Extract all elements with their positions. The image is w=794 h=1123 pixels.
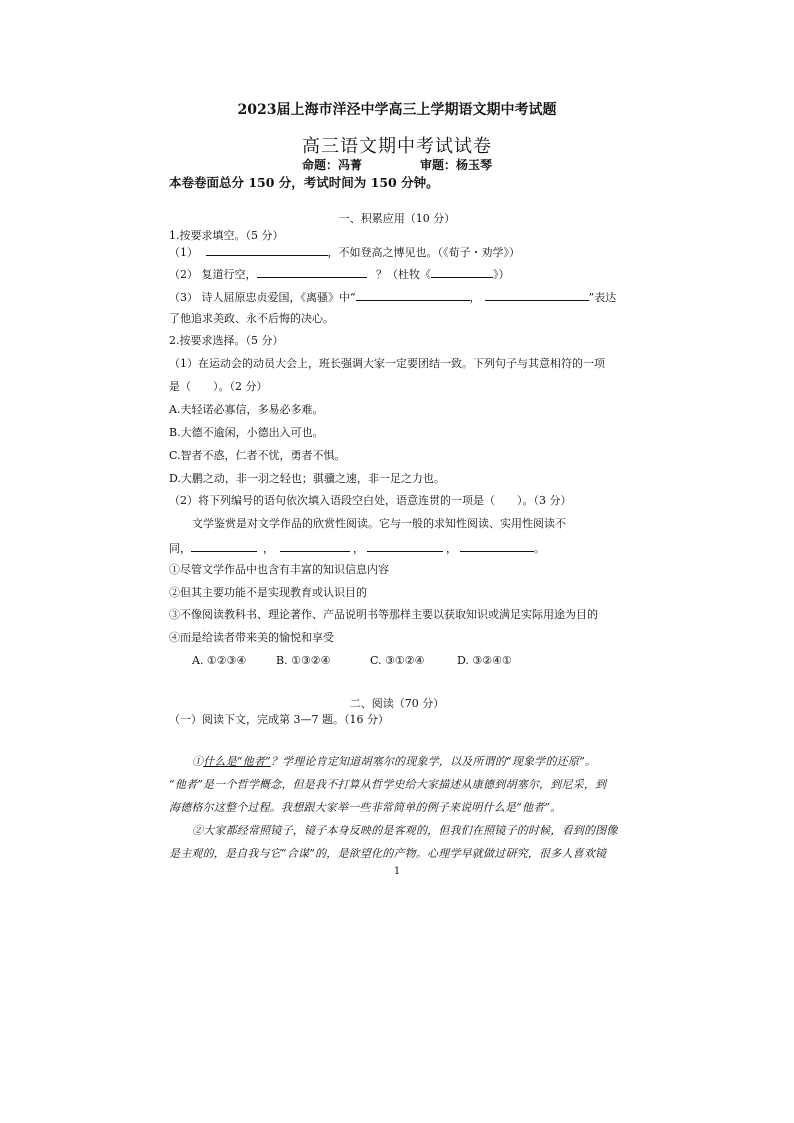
section2-part1: （一）阅读下文，完成第 3—7 题。（16 分）: [169, 713, 389, 726]
q1-item3: [169, 289, 616, 305]
passage-blank-1[interactable]: [191, 540, 257, 552]
total-score-note: 本卷卷面总分 150 分，考试时间为 150 分钟。: [169, 175, 439, 190]
section1-heading: 一、积累应用（10 分）: [338, 212, 456, 225]
passage-end: 。: [534, 542, 545, 555]
q2-option-c: C.智者不惑，仁者不忧，勇者不惧。: [169, 449, 346, 462]
para1-line2: “他者”是一个哲学概念，但是我不打算从哲学史给大家描述从康德到胡塞尔，到尼采，到: [169, 778, 607, 791]
q2-option-d: D.大鹏之动，非一羽之轻也；骐骥之速，非一足之力也。: [169, 472, 445, 485]
q1-item2-end: 》）: [493, 268, 510, 281]
q2-sub2: （2）将下列编号的语句依次填入语段空白处，语意连贯的一项是（ ）。（3 分）: [169, 494, 572, 507]
q1-item2-text: 复道行空，: [201, 268, 257, 281]
q1-item3-blank-2[interactable]: [485, 289, 589, 301]
q1-item1-text: ，不如登高之博见也。（《荀子・劝学》）: [327, 246, 520, 259]
q1-item1-blank[interactable]: [206, 244, 328, 256]
para1-line3: 海德格尔这整个过程。我想跟大家举一些非常简单的例子来说明什么是“他者”。: [169, 801, 562, 814]
q1-stem: 1.按要求填空。（5 分）: [169, 229, 284, 242]
q1-item2-title-blank[interactable]: [431, 266, 493, 278]
q1-item3-sep: ，: [469, 291, 481, 304]
sentence-4: ④而是给读者带来美的愉悦和享受: [169, 631, 334, 644]
q2-choice-d: D. ③②④①: [457, 654, 512, 667]
sentence-1: ①尽管文学作品中也含有丰富的知识信息内容: [169, 563, 389, 576]
para2-line1: ②大家都经常照镜子，镜子本身反映的是客观的，但我们在照镜子的时候，看到的图像: [192, 824, 618, 837]
q1-item2-mid: ？（杜牧《: [376, 268, 431, 281]
q2-sub1-line2: 是（ ）。（2 分）: [169, 380, 268, 393]
q1-item2: [169, 266, 510, 282]
q1-item3-cont: 了他追求美政、永不后悔的决心。: [169, 312, 334, 325]
reviewer-label: 审题：杨玉琴: [420, 158, 493, 172]
page-number: 1: [393, 866, 401, 877]
paper-title: 高三语文期中考试试卷: [302, 136, 492, 157]
q1-item2-blank[interactable]: [257, 266, 367, 278]
q1-item3-end: ”表达: [588, 291, 617, 304]
passage-blank-4[interactable]: [460, 540, 534, 552]
q1-item3-blank-1[interactable]: [356, 289, 470, 301]
passage-comma-3: ，: [446, 542, 457, 555]
para1-underlined: 什么是“他者”: [203, 755, 271, 768]
q1-item1: [169, 244, 520, 260]
q2-stem: 2.按要求选择。（5 分）: [169, 334, 284, 347]
passage-blank-2[interactable]: [280, 540, 350, 552]
q2-option-b: B.大德不逾闲，小德出入可也。: [169, 426, 324, 439]
passage-comma-2: ，: [353, 542, 364, 555]
exam-title: 2023届上海市洋泾中学高三上学期语文期中考试题: [237, 102, 557, 118]
passage-start: 同，: [169, 542, 191, 555]
q2-sub1-line1: （1）在运动会的动员大会上，班长强调大家一定要团结一致。下列句子与其意相符的一项: [169, 357, 605, 370]
q1-item3-text: （3） 诗人屈原忠贞爱国，《离骚》中“: [169, 291, 356, 304]
para2-line2: 是主观的，是自我与它“合谋”的，是欲望化的产物。心理学早就做过研究，很多人喜欢镜: [169, 847, 607, 860]
passage-comma-1: ，: [263, 542, 274, 555]
passage-line2: [169, 540, 545, 556]
sentence-3: ③不像阅读教科书、理论著作、产品说明书等那样主要以获取知识或满足实际用途为目的: [169, 608, 598, 621]
q2-choice-a: A. ①②③④: [192, 654, 247, 667]
q1-item2-label: （2）: [169, 268, 198, 281]
setter-label: 命题：冯菁: [302, 158, 363, 172]
para1-line1-rest: ？学理论肯定知道胡塞尔的现象学，以及所谓的“现象学的还原”。: [270, 755, 597, 768]
para1-line1: [192, 755, 596, 769]
q1-item1-label: （1）: [169, 246, 198, 259]
q2-choice-b: B. ①③②④: [276, 654, 331, 667]
passage-blank-3[interactable]: [367, 540, 443, 552]
section2-heading: 二、阅读（70 分）: [349, 697, 445, 710]
q2-option-a: A.夫轻诺必寡信，多易必多难。: [169, 403, 324, 416]
passage-line1: 文学鉴赏是对文学作品的欣赏性阅读。它与一般的求知性阅读、实用性阅读不: [192, 517, 566, 530]
sentence-2: ②但其主要功能不是实现教育或认识目的: [169, 586, 367, 599]
q2-choice-c: C. ③①②④: [370, 654, 425, 667]
para1-lead: ①: [192, 755, 204, 768]
